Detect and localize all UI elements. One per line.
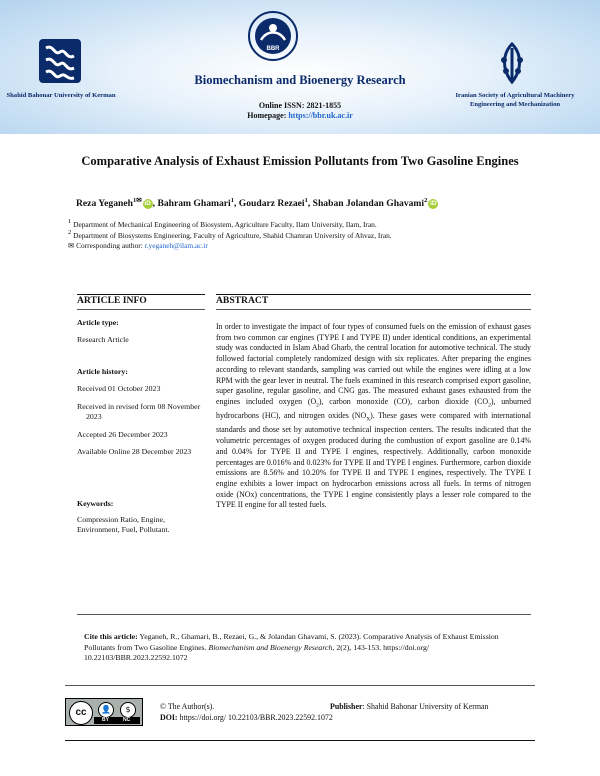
affiliation-text: Department of Biosystems Engineering, Faculty of Agriculture, Shahid Chamran University of Ahvaz, Iran. — [73, 231, 392, 240]
author-list: Reza Yeganeh$^{1✉}$ iD , Bahram Ghamari$^1$, Goudarz Rezaei$^1$, Shaban Jolandan Ghavami$^2$ iD — [76, 197, 437, 209]
envelope-icon: ✉ — [136, 197, 142, 204]
article-type-label: Article type: — [77, 318, 119, 327]
corresponding-author — [68, 241, 208, 250]
abstract-segment: ). These gases were compared with international standards and those set by automotive technical inspection centers. The results indicated that the volumetric percentages of oxygen produced during the combustion of export gasoline are 0.14% and 0.04% for TYPE II and TYPE I engines, respectively. Additionally, carbon monoxide percentages are 0.016% and 0.023% for TYPE II and TYPE I engines. Furthermore, carbon dioxide emissions are 8.56% and 10.20% for TYPE II and TYPE I engines, respectively. The TYPE I engine exhibits a lower impact on hydrocarbon emissions across all fuels. In terms of nitrogen oxide (NOx) concentrations, the TYPE I engine consistently plays a lesser role compared to the TYPE II engine for all tested fuels. — [216, 411, 531, 510]
license-strip — [94, 717, 140, 724]
orcid-icon[interactable]: iD — [144, 200, 151, 207]
copyright: © The Author(s). — [160, 702, 215, 711]
revised-date — [77, 402, 205, 422]
journal-logo — [247, 10, 299, 62]
keywords: Compression Ratio, Engine, Environment, Fuel, Pollutant. — [77, 515, 170, 534]
online-date — [77, 447, 205, 457]
citation-label: Cite this article: — [84, 632, 138, 641]
author-name: Bahram Ghamari — [157, 198, 231, 209]
author-name: Shaban Jolandan Ghavami — [312, 198, 425, 209]
envelope-icon: ✉ — [68, 241, 75, 250]
accepted-date: Accepted 26 December 2023 — [77, 430, 168, 439]
author-name: Reza Yeganeh — [76, 198, 133, 209]
affiliation-sup: 1 — [68, 218, 72, 225]
by-text: BY — [102, 717, 109, 723]
author-affiliation-sup: 1 — [230, 197, 234, 204]
cc-icon: cc — [69, 701, 93, 725]
online-date-text: Available Online 28 December 2023 — [77, 447, 192, 456]
divider — [77, 309, 205, 310]
homepage — [0, 111, 600, 120]
corresponding-email-link[interactable]: r.yeganeh@ilam.ac.ir — [144, 241, 208, 250]
abstract-text — [216, 322, 531, 511]
divider — [77, 614, 531, 615]
divider — [65, 740, 535, 741]
affiliation — [68, 218, 377, 229]
abstract-segment: In order to investigate the impact of four types of consumed fuels on the emission of exhaust gases from two common car engines (TYPE I and TYPE II) under identical conditions, an experimental study was conducted in Islam Abad Gharb, the central location for automotive technical. The study followed factorial completely randomized design with six replicates. After preparing the engines according to relevant standards, sampling was carried out while the engines were idling at a low RPM with the gear lever in neutral. The fuels examined in this research comprised export gasoline, super gasoline, regular gasoline, and CNG gas. The measured exhaust gases exhausted from the engines included oxygen (O — [216, 322, 531, 406]
citation-text: Yeganeh, R., Ghamari, B., Rezaei, G., & Jolandan Ghavami, S. (2023). Comparative Analysis of Exhaust Emission Pollutants from Two Gasoline Engines. — [84, 632, 499, 652]
author-name: Goudarz Rezaei — [238, 198, 305, 209]
article-type-value: Research Article — [77, 335, 129, 344]
publisher — [330, 702, 488, 711]
abstract-segment: ), unburned hydrocarbons (HC), and nitrogen oxides (NO — [216, 396, 532, 421]
article-info-heading: ARTICLE INFO — [77, 295, 147, 306]
abstract-subscript: 2 — [316, 402, 319, 409]
citation-rest[interactable]: , 2(2), 143-153. https://doi.org/ 10.22103/BBR.2023.22592.1072 — [84, 642, 430, 662]
journal-logo-text: BBR — [266, 46, 280, 52]
corresponding-label: Corresponding author: — [76, 241, 143, 250]
journal-title: Biomechanism and Bioenergy Research — [194, 73, 406, 87]
nc-text: NC — [123, 717, 131, 723]
affiliation-sup: 2 — [68, 229, 72, 236]
orcid-icon[interactable]: iD — [430, 200, 437, 207]
doi — [160, 713, 333, 722]
received-date: Received 01 October 2023 — [77, 384, 161, 393]
homepage-label: Homepage: — [247, 111, 287, 120]
society-name: Iranian Society of Agricultural Machinery Engineering and Mechanization — [455, 92, 575, 108]
homepage-link[interactable]: https://bbr.uk.ac.ir — [288, 111, 353, 120]
cc-license-badge[interactable] — [65, 698, 143, 726]
university-name: Shahid Bahonar University of Kerman — [6, 92, 116, 99]
abstract-subscript: 2 — [488, 402, 491, 409]
nc-icon: $ — [120, 702, 136, 718]
affiliation — [68, 229, 392, 240]
author-affiliation-sup: 1 — [132, 197, 137, 204]
doi-link[interactable]: https://doi.org/ 10.22103/BBR.2023.22592.1072 — [177, 713, 333, 722]
doi-label: DOI: — [160, 713, 178, 722]
article-title: Comparative Analysis of Exhaust Emission Pollutants from Two Gasoline Engines — [81, 154, 519, 168]
affiliation-text: Department of Mechanical Engineering of Biosystem, Agriculture Faculty, Ilam University, Ilam, Iran. — [73, 220, 377, 229]
author-affiliation-sup: 1 — [304, 197, 308, 204]
author-affiliation-sup: 2 — [424, 197, 428, 204]
society-logo — [492, 40, 532, 86]
revised-date-text: Received in revised form 08 November 2023 — [77, 402, 201, 421]
abstract-subscript: X — [366, 416, 371, 423]
by-icon: 👤 — [98, 702, 114, 718]
citation — [84, 632, 524, 664]
divider — [65, 685, 535, 686]
citation-journal: Biomechanism and Bioenergy Research — [208, 642, 333, 652]
divider — [216, 309, 531, 310]
keywords-label: Keywords: — [77, 499, 114, 508]
article-history-label: Article history: — [77, 367, 128, 376]
abstract-segment: ), carbon monoxide (CO), carbon dioxide (CO — [318, 396, 489, 406]
abstract-heading: ABSTRACT — [216, 295, 269, 306]
issn: Online ISSN: 2821-1855 — [258, 101, 342, 110]
publisher-value: : Shahid Bahonar University of Kerman — [362, 702, 489, 711]
publisher-label: Publisher — [330, 702, 363, 711]
